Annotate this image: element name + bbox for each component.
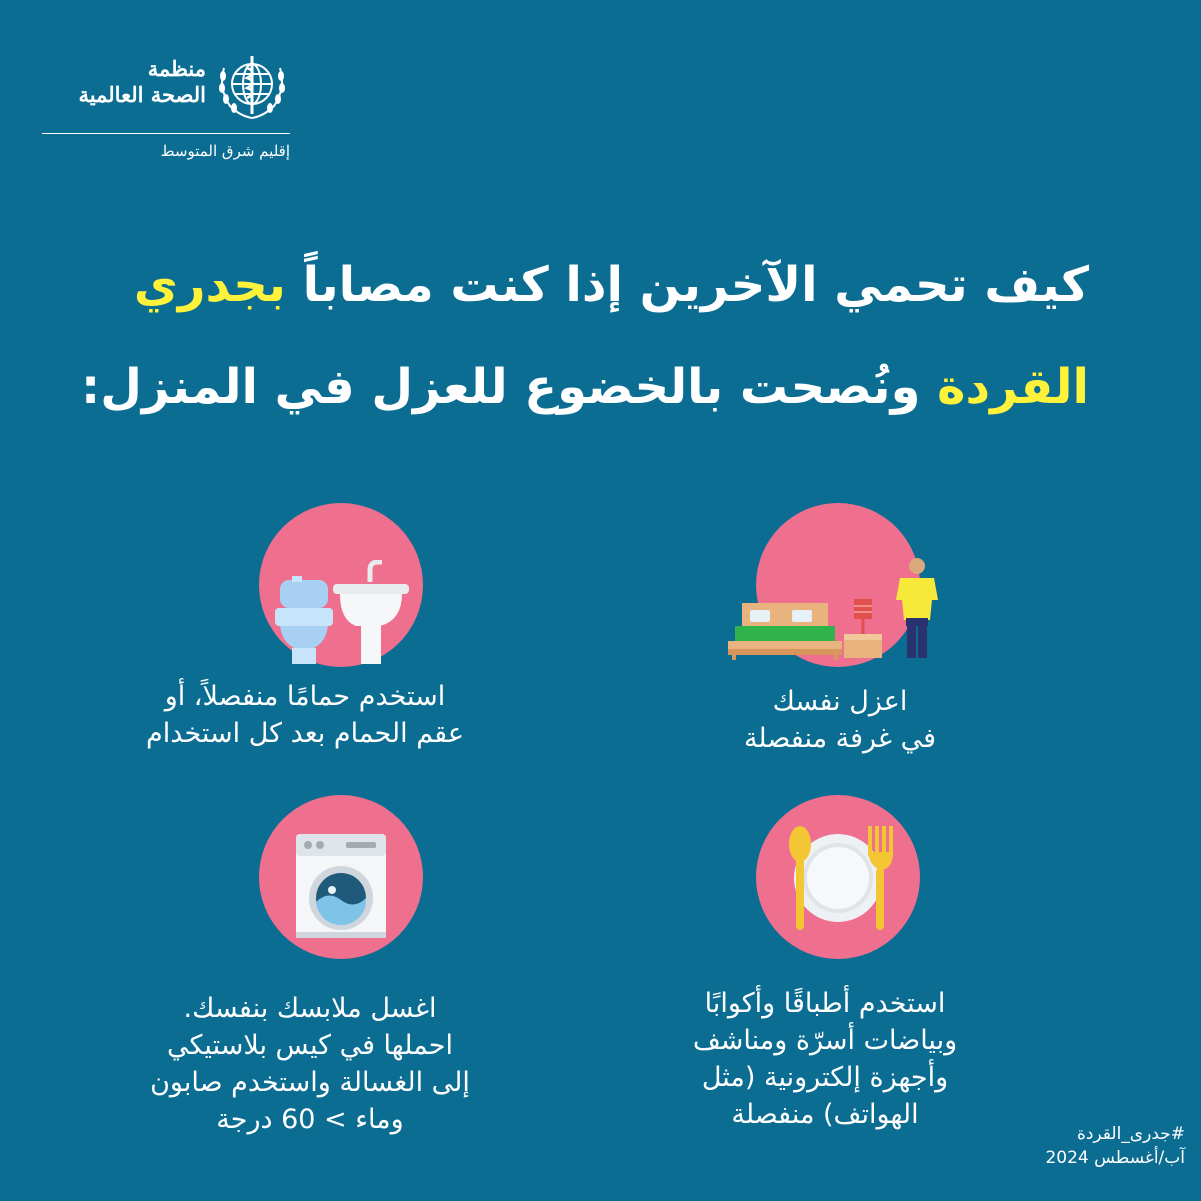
headline-line2 [81,357,1089,417]
tip-dishes-text [600,985,1050,1133]
headline-text-1: كيف تحمي الآخرين إذا كنت مصاباً [302,257,1089,313]
tip-isolate-text [640,683,1040,757]
org-name-line1: منظمة [147,56,206,81]
footer [1045,1122,1185,1170]
tip-isolate-line1: اعزل نفسك [772,686,908,717]
toilet-sink-icon [270,560,415,668]
tip-laundry-line3: إلى الغسالة واستخدم صابون [150,1067,470,1098]
hashtag: #جدرى_القردة [1076,1124,1185,1144]
tip-bathroom-line2: عقم الحمام بعد كل استخدام [146,718,464,749]
tip-dishes-line3: وأجهزة إلكترونية (مثل [701,1062,949,1093]
bedroom-icon [720,550,950,665]
tip-bathroom-text [85,678,525,752]
tip-laundry-line4: وماء > 60 درجة [216,1104,404,1135]
plate-cutlery-icon [770,822,910,934]
tip-dishes-line2: وبياضات أسرّة ومناشف [692,1025,958,1056]
who-logo [40,48,290,178]
headline-line1 [109,255,1089,315]
tip-laundry-text [95,990,525,1138]
tip-dishes-line4: الهواتف) منفصلة [731,1099,919,1130]
who-emblem-icon [214,48,290,124]
washing-machine-icon [294,832,390,940]
tip-laundry-line1: اغسل ملابسك بنفسك. [183,993,437,1024]
tip-dishes-line1: استخدم أطباقًا وأكوابًا [704,988,946,1019]
headline-highlight-1: بجدري [133,257,286,313]
org-name [79,56,206,108]
logo-divider [42,133,290,134]
region-name: إقليم شرق المتوسط [160,142,290,160]
headline-highlight-2: القردة [937,359,1089,415]
org-name-line2: الصحة العالمية [78,82,206,107]
tip-laundry-line2: احملها في كيس بلاستيكي [167,1030,453,1061]
headline-text-2: ونُصحت بالخضوع للعزل في المنزل: [81,359,921,415]
tip-isolate-line2: في غرفة منفصلة [743,723,937,754]
date-label: آب/أغسطس 2024 [1045,1148,1185,1168]
tip-bathroom-line1: استخدم حمامًا منفصلاً، أو [164,681,446,712]
